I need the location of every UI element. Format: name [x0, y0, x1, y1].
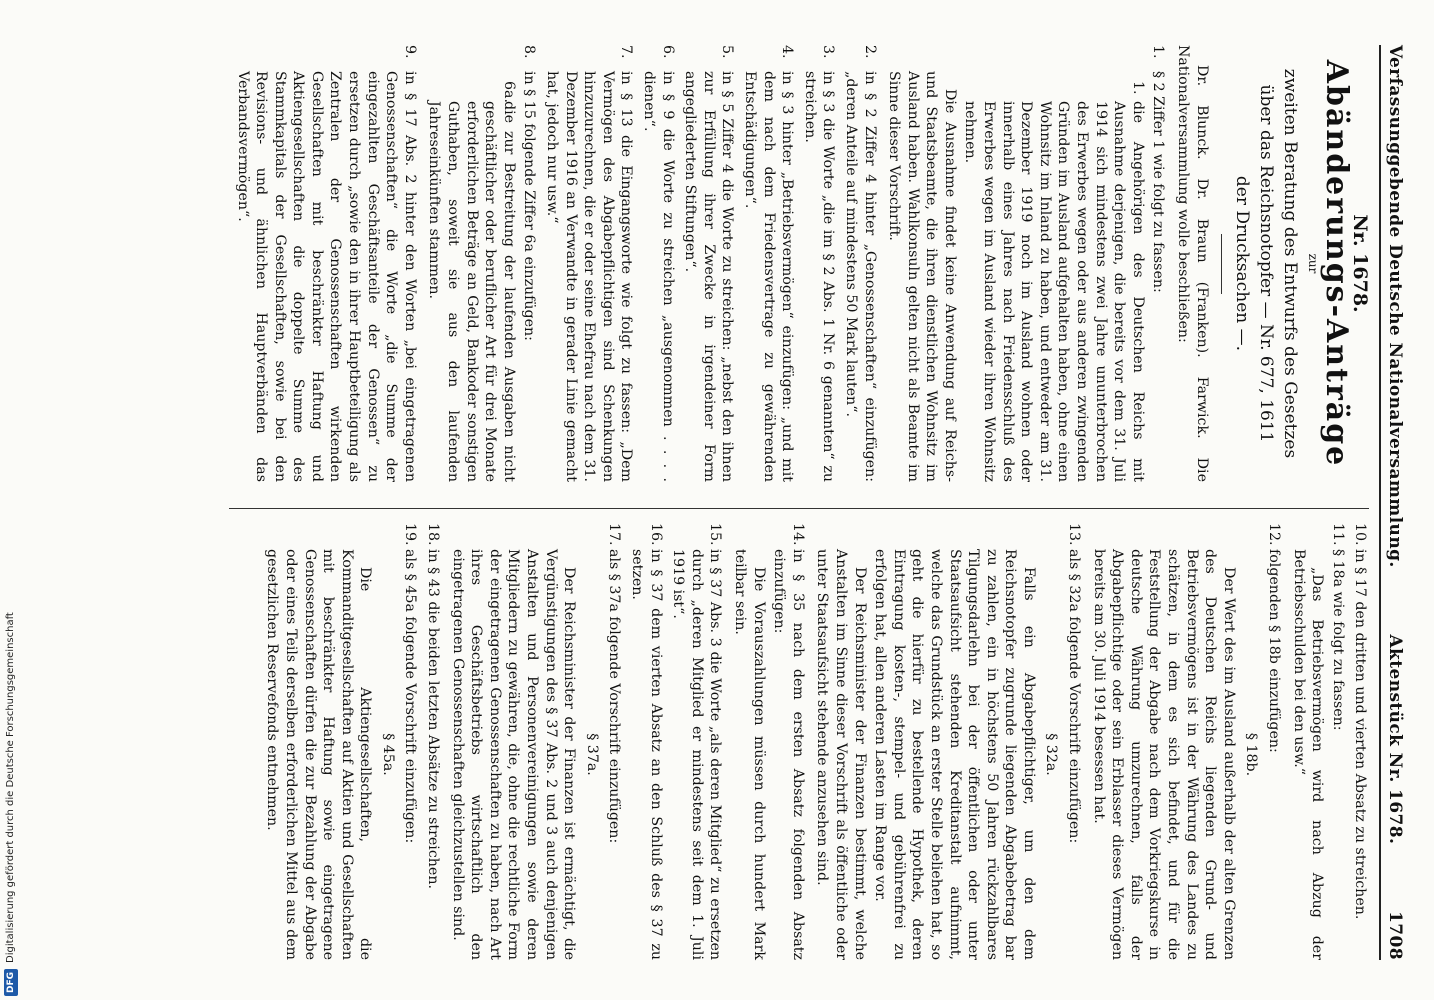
header-center: Aktenstück Nr. 1678. [1385, 634, 1405, 845]
amendment-15: 15. in § 37 Abs. 3 die Worte „als deren Mitglied“ zu ersetzen durch „deren Mitglied er mindestens seit dem 1. Juli 1919 ist“. [670, 523, 724, 960]
right-column [229, 508, 1369, 960]
section-37a-text: Der Reichsminister der Finanzen ist ermächtigt, die Vergünstigungen des § 37 Abs. 2 und 3 auch denjenigen Anstalten und Personenvereinigungen sowie deren Mitgliedern zu gewähren, die, ohne die rechtliche Form der eingetragenen Genossenschaften zu haben, nach Art ihres Geschäftsbetriebs wirtschaftlich den eingetragenen Genossenschaften gleichzustellen sind. [449, 549, 578, 960]
amendment-1-paragraph: Die Ausnahme findet keine Anwendung auf Reichs- und Staatsbeamte, die ihren dienstlichen Wohnsitz im Ausland haben. Wahlkonsuln gelten nicht als Beamte im Sinne dieser Vorschrift. [886, 71, 958, 482]
amendment-11: 11. § 18a wie folgt zu fassen: „Das Betriebsvermögen wird nach Abzug der Betriebsschulden bei den usw.“ [1290, 523, 1346, 960]
amendment-4: 4. in § 3 hinter „Betriebsvermögen“ einzufügen: „und mit dem nach dem Friedensvertrage zu gewährenden Entschädigungen“. [741, 45, 796, 482]
section-32a-text: Falls ein Abgabepflichtiger, um den dem Reichsnotopfer zugrunde liegenden Abgabebetrag bar zu zahlen, ein in höchstens 50 Jahren rückzahlbares Tilgungsdarlehn bei der öffentlichen oder unter Staatsaufsicht stehenden Kreditanstalt aufnimmt, welche das Grundstück an erster Stelle beliehen hat, so geht die hierfür zu bestellende Hypothek, deren Eintragung kosten-, stempel- und gebührenfrei zu erfolgen hat, allen anderen Lasten im Range vor. [872, 549, 1037, 960]
dfg-logo-icon: DFG [4, 969, 18, 996]
section-32a-heading: § 32a. [1043, 733, 1060, 776]
amendment-11-quote: „Das Betriebsvermögen wird nach Abzug der Betriebsschulden bei den usw.“ [1290, 549, 1326, 960]
subtitle-line-1: zweiten Beratung des Entwurfs des Gesetzes [1279, 68, 1300, 459]
amendment-3: 3. in § 3 die Worte „die im § 2 Abs. 1 Nr. 6 genannten“ zu streichen. [801, 45, 837, 482]
amendment-6: 6. in § 9 die Worte zu streichen „ausgenommen . . . . dienen“. [641, 45, 676, 482]
motion-intro: Dr. Blunck. Dr. Braun (Franken). Farwick. Die Nationalversammlung wolle beschließen: [1175, 45, 1210, 482]
amendment-8-text: in § 15 folgende Ziffer 6a einzufügen: [521, 71, 538, 341]
amendment-10: 10. in § 17 den dritten und vierten Absatz zu streichen. [1352, 523, 1369, 920]
amendment-14-text: Die Vorauszahlungen müssen durch hundert Mark teilbar sein. [732, 549, 767, 960]
amendment-8-6a: 6a. die zur Bestreitung der laufenden Ausgaben nicht geschäftlicher oder beruflicher Art für drei Monate erforderlichen Beträge an Geld, Bankoder sonstigen Guthaben, soweit sie aus den laufenden Jahreseinkünften stammen. [426, 81, 517, 482]
amendment-13: 13. als § 32a folgende Vorschrift einzufügen: § 32a. Falls ein Abgabepflichtiger, um den dem Reichsnotopfer zugrunde liegenden Abgabebetrag bar zu zahlen, ein in höchstens 50 Jahren rückzahlbares Tilgungsdarlehn bei der öffentlichen oder unter Staatsaufsicht stehenden Kreditanstalt aufnimmt, welche das Grundstück an erster Stelle beliehen hat, so geht die hierfür zu bestellende Hypothek, deren Eintragung kosten-, stempel- und gebührenfrei zu erfolgen hat, allen anderen Lasten im Range vor. Der Reichsminister der Finanzen bestimmt, welche Anstalten im Sinne dieser Vorschrift als öffentliche oder unter Staatsaufsicht stehende anzusehen sind. [814, 523, 1083, 960]
amendment-1: 1. § 2 Ziffer 1 wie folgt zu fassen: 1. die Angehörigen des Deutschen Reichs mit Ausnahme derjenigen, die bereits vor dem 31. Juli 1914 sich mindestens zwei Jahre ununterbrochen des Erwerbes wegen oder aus anderen zwingenden Gründen im Ausland aufgehalten haben, ohne einen Wohnsitz im Inland zu haben, und entweder am 31. Dezember 1919 noch im Ausland wohnen oder innerhalb eines Jahres nach Friedensschluß des Erwerbes wegen im Ausland wieder ihren Wohnsitz nehmen. Die Ausnahme findet keine Anwendung auf Reichs- und Staatsbeamte, die ihren dienstlichen Wohnsitz im Ausland haben. Wahlkonsuln gelten nicht als Beamte im Sinne dieser Vorschrift. [886, 45, 1167, 482]
amendment-16: 16. in § 37 dem vierten Absatz an den Schluß des § 37 zu setzen. [629, 523, 664, 960]
section-37a-heading: § 37a. [583, 733, 600, 776]
amendment-1-sub-1: 1. die Angehörigen des Deutschen Reichs mit Ausnahme derjenigen, die bereits vor dem 31. Juli 1914 sich mindestens zwei Jahre ununterbrochen des Erwerbes wegen oder aus anderen zwingenden Gründen im Ausland aufgehalten haben, ohne einen Wohnsitz im Inland zu haben, und entweder am 31. Dezember 1919 noch im Ausland wohnen oder innerhalb eines Jahres nach Friedensschluß des Erwerbes wegen im Ausland wieder ihren Wohnsitz nehmen. [962, 81, 1146, 482]
section-18b-heading: § 18b. [1243, 732, 1260, 777]
document-number: Nr. 1678. [1349, 214, 1372, 313]
header-rule [1379, 45, 1381, 960]
amendment-14: 14. in § 35 nach dem ersten Absatz folgenden Absatz einzufügen: Die Vorauszahlungen müssen durch hundert Mark teilbar sein. [732, 523, 806, 960]
left-column [229, 45, 1372, 482]
section-45a-text: Die Aktiengesellschaften, die Kommanditgesellschaften auf Aktien und Gesellschaften mit beschränkter Haftung sowie eingetragene Genossenschaften dürfen die zur Bezahlung der Abgabe oder eines Teils derselben erforderlichen Mittel aus dem gesetzlichen Reservefonds entnehmen. [264, 549, 374, 960]
title-block [1221, 45, 1370, 482]
amendment-7: 7. in § 13 die Eingangsworte wie folgt zu fassen: „Dem Vermögen des Abgabepflichtigen sind Schenkungen hinzuzurechnen, die er oder seine Ehefrau nach dem 31. Dezember 1916 an Verwandte in gerader Linie gemacht hat, jedoch nur usw.“ [544, 45, 635, 482]
amendment-5: 5. in § 5 Ziffer 4 die Worte zu streichen: „nebst den ihnen zur Erfüllung ihrer Zwecke in irgendeiner Form angegliederten Stiftungen“. [682, 45, 736, 482]
subtitle-line-2: über das Reichsnotopfer — Nr. 677, 1611 [1255, 84, 1276, 443]
amendment-1-text: § 2 Ziffer 1 wie folgt zu fassen: [1150, 71, 1167, 293]
amendment-17: 17. als § 37a folgende Vorschrift einzufügen: § 37a. Der Reichsminister der Finanzen ist ermächtigt, die Vergünstigungen des § 37 Abs. 2 und 3 auch denjenigen Anstalten und Personenvereinigungen sowie deren Mitgliedern zu gewähren, die, ohne die rechtliche Form der eingetragenen Genossenschaften zu haben, nach Art ihres Geschäftsbetriebs wirtschaftlich den eingetragenen Genossenschaften gleichzustellen sind. [449, 523, 623, 960]
section-18b-text: Der Wert des im Ausland außerhalb der alten Grenzen des Deutschen Reichs liegenden Grund- und Betriebsvermögens ist in der Währung des Landes zu schätzen, in dem es sich befindet, und für die Feststellung der Abgabe nach dem Vorkriegskurse in deutsche Währung umzurechnen, falls der Abgabepflichtige oder sein Erblasser dieses Vermögen bereits am 30. Juli 1914 besessen hat. [1090, 549, 1237, 960]
amendment-2: 2. in § 2 Ziffer 4 hinter „Genossenschaften“ einzufügen: „deren Anteile auf mindestens 50 Mark lauten“. [842, 45, 878, 482]
amendment-9: 9. in § 17 Abs. 2 hinter den Worten „bei eingetragenen Genossenschaften“ die Worte „die Summe der eingezahlten Geschäftsanteile der Genossen“ zu ersetzen durch „sowie den in ihrer Hauptbeteiligung als Zentralen der Genossenschaften wirkenden Gesellschaften mit beschränkter Haftung und Aktiengesellschaften die doppelte Summe des Stammkapitals der Gesellschaften, sowie bei den Revisions- und ähnlichen Hauptverbänden das Verbandsvermögen“. [234, 45, 418, 482]
section-45a-heading: § 45a. [379, 733, 396, 776]
title-rule [1221, 234, 1222, 294]
footer-text: Digitalisierung gefördert durch die Deutsche Forschungsgemeinschaft [5, 612, 16, 963]
page-number: 1708 [1385, 911, 1405, 960]
amendment-19: 19. als § 45a folgende Vorschrift einzufügen: § 45a. Die Aktiengesellschaften, die Kommanditgesellschaften auf Aktien und Gesellschaften mit beschränkter Haftung sowie eingetragene Genossenschaften dürfen die zur Bezahlung der Abgabe oder eines Teils derselben erforderlichen Mittel aus dem gesetzlichen Reservefonds entnehmen. [264, 523, 419, 960]
section-32a-text-2: Der Reichsminister der Finanzen bestimmt, welche Anstalten im Sinne dieser Vorschrift als öffentliche oder unter Staatsaufsicht stehende anzusehen sind. [814, 549, 868, 960]
amendment-8: 8. in § 15 folgende Ziffer 6a einzufügen: 6a. die zur Bestreitung der laufenden Ausgaben nicht geschäftlicher oder beruflicher Art für drei Monate erforderlichen Beträge an Geld, Bankoder sonstigen Guthaben, soweit sie aus den laufenden Jahreseinkünften stammen. [426, 45, 538, 482]
header-left: Verfassunggebende Deutsche Nationalversammlung. [1385, 45, 1405, 568]
digitization-footer [4, 0, 18, 996]
amendment-12: 12. folgenden § 18b einzufügen: § 18b. Der Wert des im Ausland außerhalb der alten Grenzen des Deutschen Reichs liegenden Grund- und Betriebsvermögens ist in der Währung des Landes zu schätzen, in dem es sich befindet, und für die Feststellung der Abgabe nach dem Vorkriegskurse in deutsche Währung umzurechnen, falls der Abgabepflichtige oder sein Erblasser dieses Vermögen bereits am 30. Juli 1914 besessen hat. [1090, 523, 1283, 960]
subtitle-line-3: der Drucksachen —. [1231, 175, 1252, 352]
running-header [1385, 45, 1404, 960]
amendment-18: 18. in § 43 die beiden letzten Absätze zu streichen. [425, 523, 442, 889]
title-connector: zur [1306, 253, 1321, 274]
document-title: Abänderungs-Anträge [1318, 59, 1354, 468]
